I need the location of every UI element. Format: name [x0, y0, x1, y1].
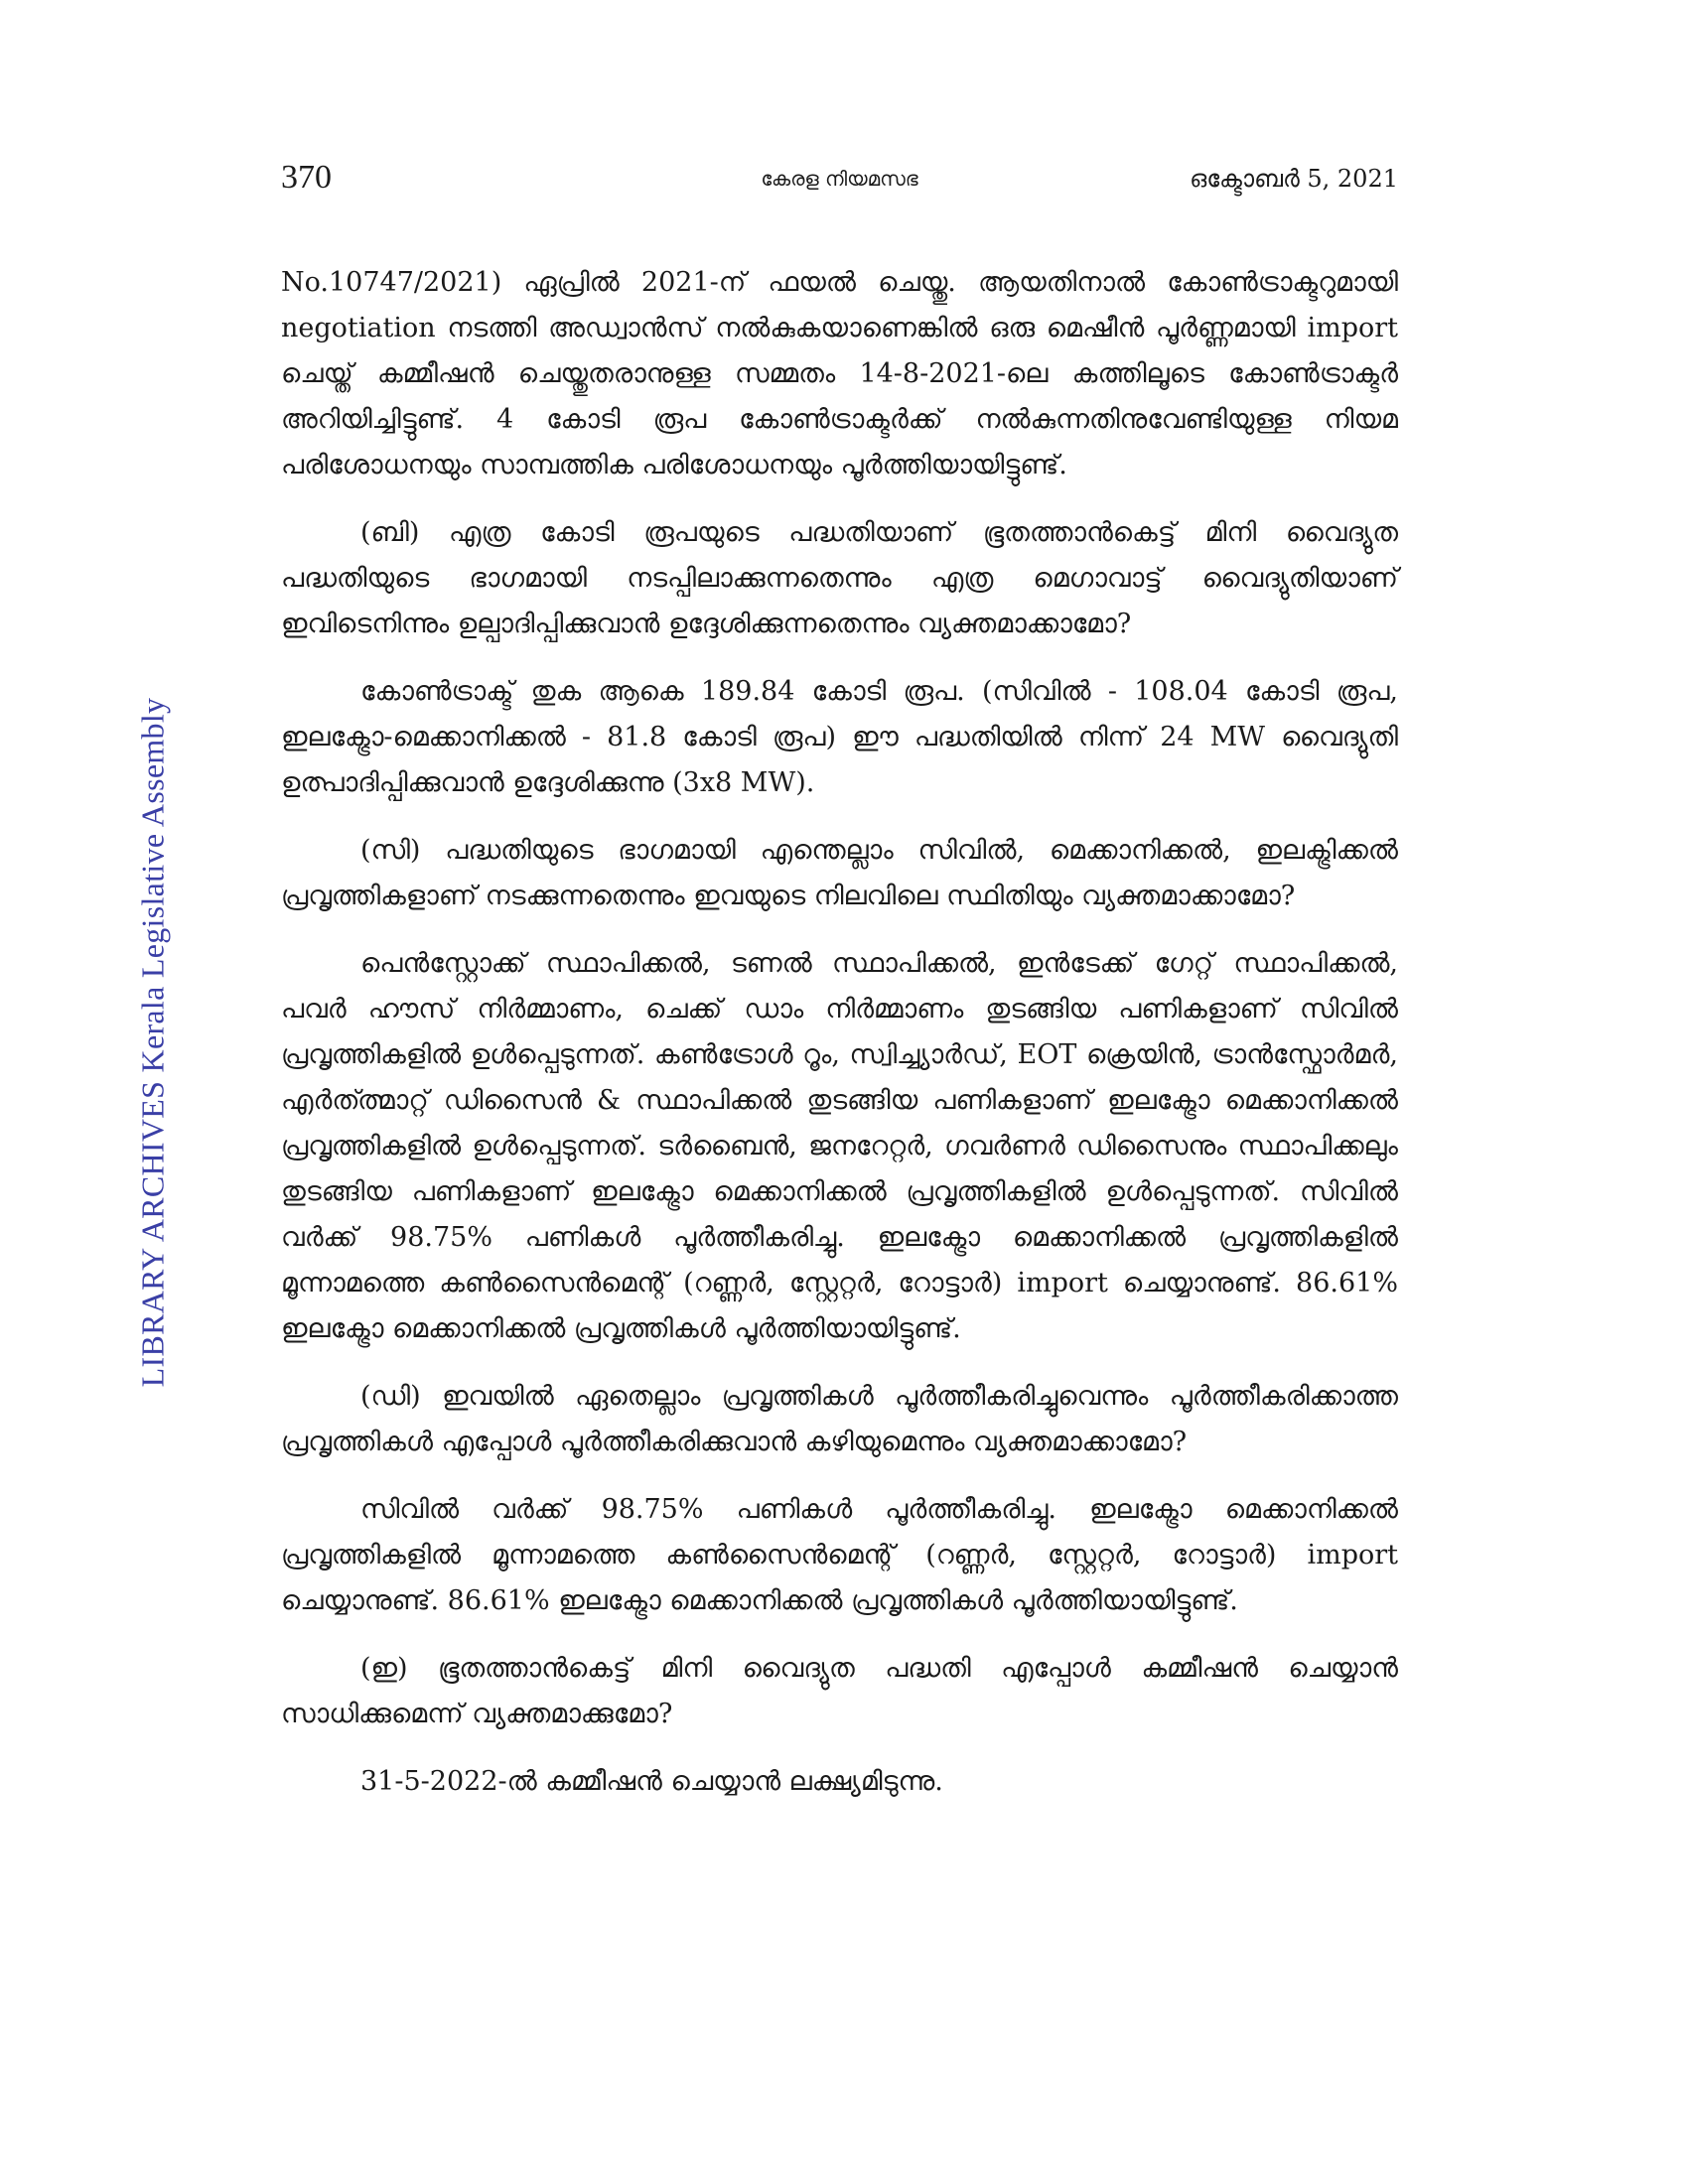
- answer-d: സിവിൽ വർക്ക് 98.75% പണികൾ പൂർത്തീകരിച്ചു. ഇലക്ട്രോ മെക്കാനിക്കൽ പ്രവൃത്തികളിൽ മൂന്നാമത്തെ കൺസൈൻമെന്റ് (റണ്ണർ, സ്റ്റേറ്റർ, റോട്ടാർ) import ചെയ്യാനുണ്ട്. 86.61% ഇലക്ട്രോ മെക്കാനിക്കൽ പ്രവൃത്തികൾ പൂർത്തിയായിട്ടുണ്ട്.: [281, 1494, 1398, 1616]
- question-d: (ഡി) ഇവയിൽ ഏതെല്ലാം പ്രവൃത്തികൾ പൂർത്തീകരിച്ചുവെന്നും പൂർത്തീകരിക്കാത്ത പ്രവൃത്തികൾ എപ്പോൾ പൂർത്തീകരിക്കുവാൻ കഴിയുമെന്നും വ്യക്തമാക്കാമോ?: [281, 1381, 1398, 1457]
- question-b: (ബി) എത്ര കോടി രൂപയുടെ പദ്ധതിയാണ് ഭൂതത്താൻകെട്ട് മിനി വൈദ്യുത പദ്ധതിയുടെ ഭാഗമായി നടപ്പിലാക്കുന്നതെന്നും എത്ര മെഗാവാട്ട് വൈദ്യുതിയാണ് ഇവിടെനിന്നും ഉല്പാദിപ്പിക്കുവാൻ ഉദ്ദേശിക്കുന്നതെന്നും വ്യക്തമാക്കാമോ?: [281, 517, 1398, 639]
- answer-e: 31-5-2022-ൽ കമ്മീഷൻ ചെയ്യാൻ ലക്ഷ്യമിടുന്നു.: [360, 1766, 943, 1797]
- running-title: കേരള നിയമസഭ: [761, 167, 918, 191]
- archive-watermark: LIBRARY ARCHIVES Kerala Legislative Assembly: [134, 697, 171, 1388]
- answer-b: കോൺട്രാക്ട് തുക ആകെ 189.84 കോടി രൂപ. (സിവിൽ - 108.04 കോടി രൂപ, ഇലക്ട്രോ-മെക്കാനിക്കൽ - 81.8 കോടി രൂപ) ഈ പദ്ധതിയിൽ നിന്ന് 24 MW വൈദ്യുതി ഉത്പാദിപ്പിക്കുവാൻ ഉദ്ദേശിക്കുന്നു (3x8 MW).: [281, 676, 1398, 798]
- header-date: ഒക്ടോബർ 5, 2021: [1190, 165, 1398, 193]
- question-c: (സി) പദ്ധതിയുടെ ഭാഗമായി എന്തെല്ലാം സിവിൽ, മെക്കാനിക്കൽ, ഇലക്ട്രിക്കൽ പ്രവൃത്തികളാണ് നടക്കുന്നതെന്നും ഇവയുടെ നിലവിലെ സ്ഥിതിയും വ്യക്തമാക്കാമോ?: [281, 835, 1398, 911]
- answer-c: പെൻസ്റ്റോക്ക് സ്ഥാപിക്കൽ, ടണൽ സ്ഥാപിക്കൽ, ഇൻടേക്ക് ഗേറ്റ് സ്ഥാപിക്കൽ, പവർ ഹൗസ് നിർമ്മാണം, ചെക്ക് ഡാം നിർമ്മാണം തുടങ്ങിയ പണികളാണ് സിവിൽ പ്രവൃത്തികളിൽ ഉൾപ്പെടുന്നത്. കൺട്രോൾ റൂം, സ്വിച്ച്യാർഡ്, EOT ക്രെയിൻ, ട്രാൻസ്ഫോർമർ, എർത്ത്മാറ്റ് ഡിസൈൻ & സ്ഥാപിക്കൽ തുടങ്ങിയ പണികളാണ് ഇലക്ട്രോ മെക്കാനിക്കൽ പ്രവൃത്തികളിൽ ഉൾപ്പെടുന്നത്. ടർബൈൻ, ജനറേറ്റർ, ഗവർണർ ഡിസൈനും സ്ഥാപിക്കലും തുടങ്ങിയ പണികളാണ് ഇലക്ട്രോ മെക്കാനിക്കൽ പ്രവൃത്തികളിൽ ഉൾപ്പെടുന്നത്. സിവിൽ വർക്ക് 98.75% പണികൾ പൂർത്തീകരിച്ചു. ഇലക്ട്രോ മെക്കാനിക്കൽ പ്രവൃത്തികളിൽ മൂന്നാമത്തെ കൺസൈൻമെന്റ് (റണ്ണർ, സ്റ്റേറ്റർ, റോട്ടാർ) import ചെയ്യാനുണ്ട്. 86.61% ഇലക്ട്രോ മെക്കാനിക്കൽ പ്രവൃത്തികൾ പൂർത്തിയായിട്ടുണ്ട്.: [281, 948, 1398, 1344]
- page-number: 370: [281, 159, 332, 196]
- document-body: [281, 260, 1398, 1827]
- page-header: [281, 159, 1398, 208]
- question-e: (ഇ) ഭൂതത്താൻകെട്ട് മിനി വൈദ്യുത പദ്ധതി എപ്പോൾ കമ്മീഷൻ ചെയ്യാൻ സാധിക്കുമെന്ന് വ്യക്തമാക്കുമോ?: [281, 1653, 1398, 1729]
- answer-paragraph-continued: No.10747/2021) ഏപ്രിൽ 2021-ന് ഫയൽ ചെയ്തു. ആയതിനാൽ കോൺട്രാക്ടറുമായി negotiation നടത്തി അഡ്വാൻസ് നൽകുകയാണെങ്കിൽ ഒരു മെഷീൻ പൂർണ്ണമായി import ചെയ്ത് കമ്മീഷൻ ചെയ്തുതരാനുള്ള സമ്മതം 14-8-2021-ലെ കത്തിലൂടെ കോൺട്രാക്ടർ അറിയിച്ചിട്ടുണ്ട്. 4 കോടി രൂപ കോൺട്രാക്ടർക്ക് നൽകുന്നതിനുവേണ്ടിയുള്ള നിയമ പരിശോധനയും സാമ്പത്തിക പരിശോധനയും പൂർത്തിയായിട്ടുണ്ട്.: [281, 267, 1398, 480]
